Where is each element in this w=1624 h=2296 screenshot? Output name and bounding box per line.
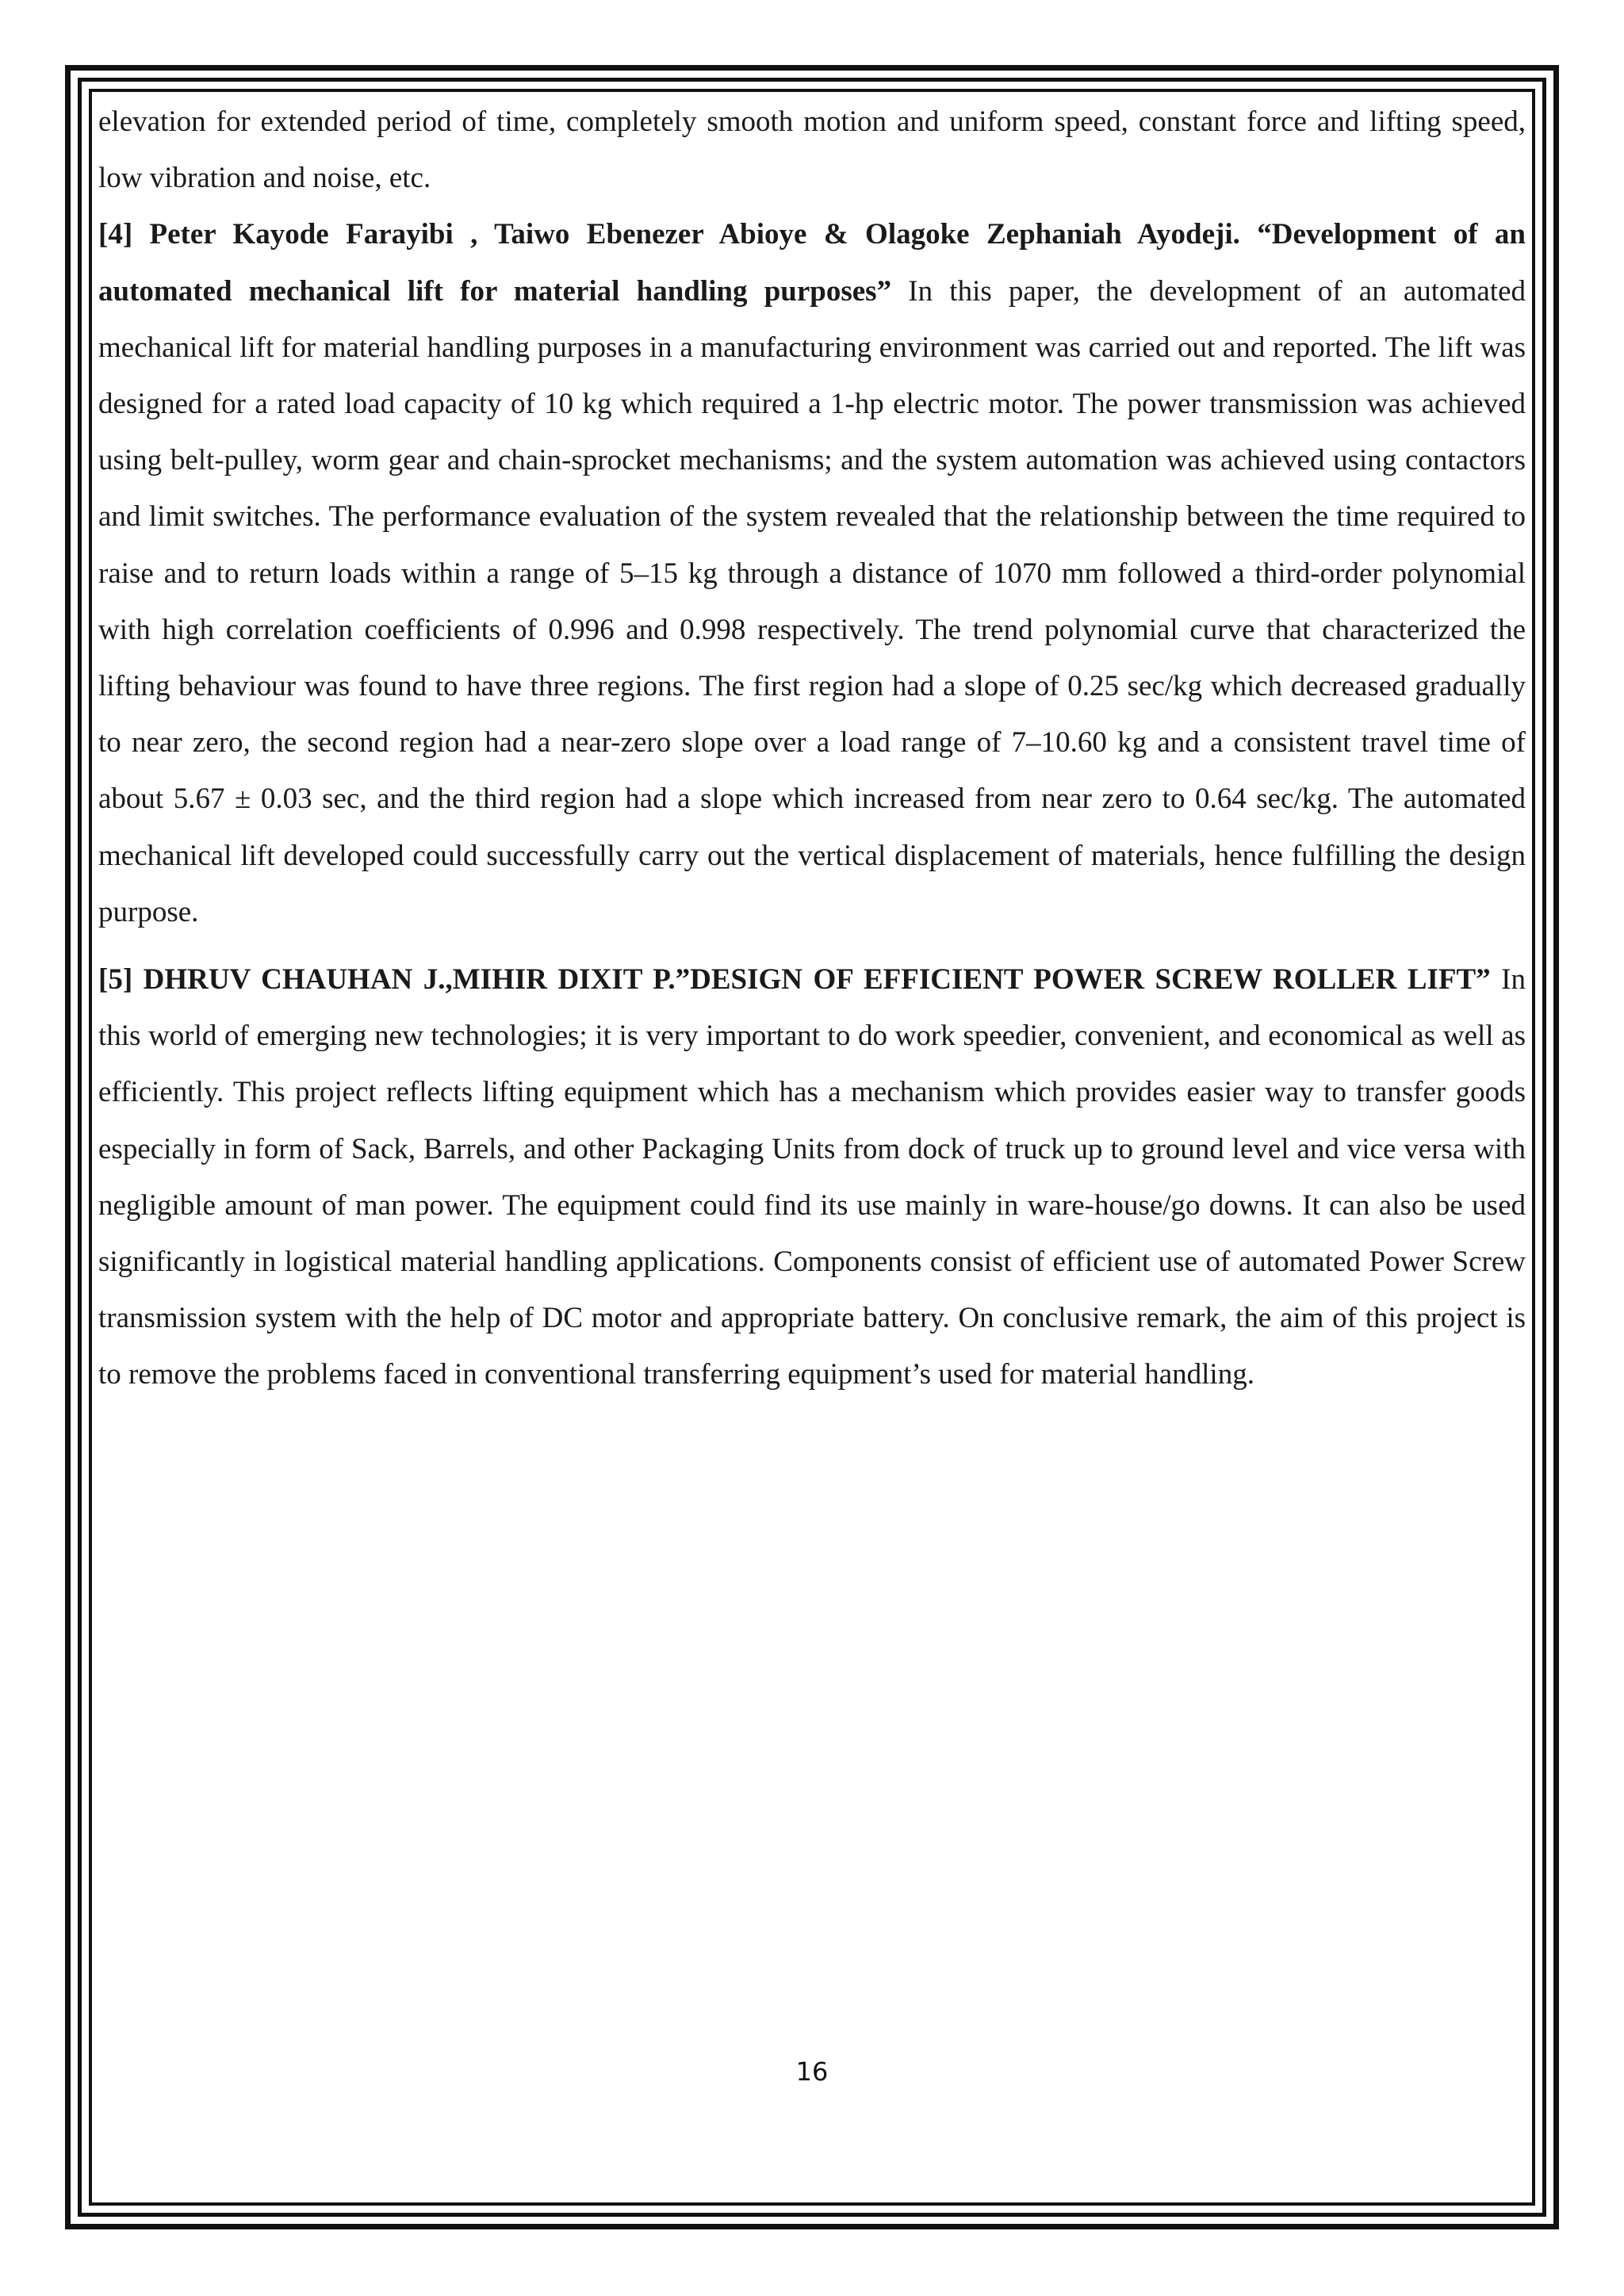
reference-4-paragraph: [98, 206, 1526, 940]
page-number: 16: [795, 2057, 829, 2087]
page-content: [98, 94, 1526, 1403]
reference-4-body: In this paper, the development of an automated mechanical lift for material handling purposes in a manufacturing environment was carried out and reported. The lift was designed for a rated load capacity of 10 kg which required a 1-hp electric motor. The power transmission was achieved using belt-pulley, worm gear and chain-sprocket mechanisms; and the system automation was achieved using contactors and limit switches. The performance evaluation of the system revealed that the relationship between the time required to raise and to return loads within a range of 5–15 kg through a distance of 1070 mm followed a third-order polynomial with high correlation coefficients of 0.996 and 0.998 respectively. The trend polynomial curve that characterized the lifting behaviour was found to have three regions. The first region had a slope of 0.25 sec/kg which decreased gradually to near zero, the second region had a near-zero slope over a load range of 7–10.60 kg and a consistent travel time of about 5.67 ± 0.03 sec, and the third region had a slope which increased from near zero to 0.64 sec/kg. The automated mechanical lift developed could successfully carry out the vertical displacement of materials, hence fulfilling the design purpose.: [98, 274, 1526, 928]
reference-5-body: In this world of emerging new technologies; it is very important to do work speedier, convenient, and economical as well as efficiently. This project reflects lifting equipment which has a mechanism which provides easier way to transfer goods especially in form of Sack, Barrels, and other Packaging Units from dock of truck up to ground level and vice versa with negligible amount of man power. The equipment could find its use mainly in ware-house/go downs. It can also be used significantly in logistical material handling applications. Components consist of efficient use of automated Power Screw transmission system with the help of DC motor and appropriate battery. On conclusive remark, the aim of this project is to remove the problems faced in conventional transferring equipment’s used for material handling.: [98, 963, 1526, 1391]
reference-5-paragraph: [98, 951, 1526, 1403]
reference-5-title: [5] DHRUV CHAUHAN J.,MIHIR DIXIT P.”DESIGN OF EFFICIENT POWER SCREW ROLLER LIFT”: [98, 963, 1491, 997]
continuation-paragraph: elevation for extended period of time, completely smooth motion and uniform speed, constant force and lifting speed, low vibration and noise, etc.: [98, 105, 1526, 195]
reference-4-title: [4] Peter Kayode Farayibi , Taiwo Ebenezer Abioye & Olagoke Zephaniah Ayodeji. “Development of an automated mechanical lift for material handling purposes”: [98, 218, 1526, 308]
